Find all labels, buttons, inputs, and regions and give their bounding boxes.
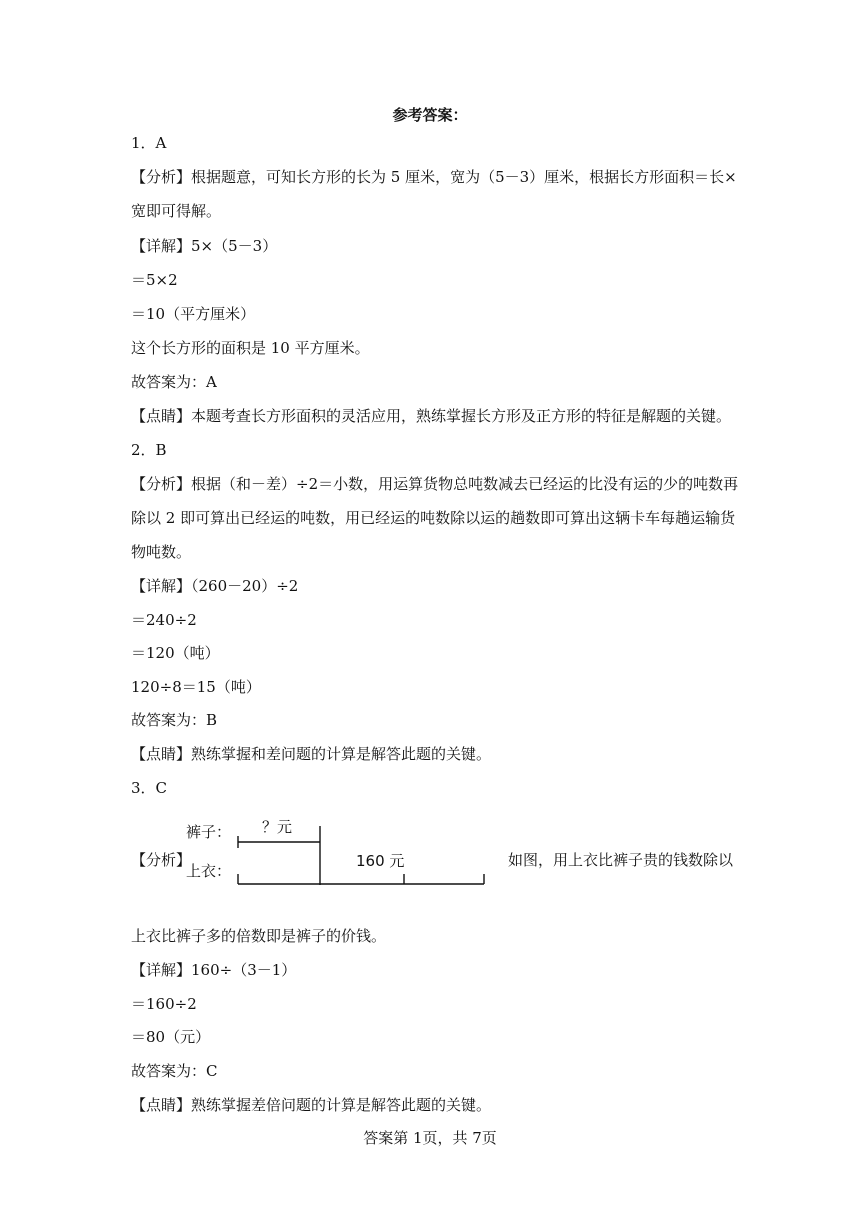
q3-analysis-label: 【分析】 — [131, 851, 192, 869]
q1-head: 1．A — [131, 134, 167, 152]
line-segment-diagram — [186, 812, 491, 890]
pants-value: ？元 — [262, 818, 293, 836]
q3-detail-line-3: ＝80（元） — [131, 1028, 211, 1046]
q3-analysis-line-2: 上衣比裤子多的倍数即是裤子的价钱。 — [131, 927, 387, 945]
q3-comment: 【点睛】熟练掌握差倍问题的计算是解答此题的关键。 — [131, 1096, 492, 1114]
q3-analysis-line-1: 如图，用上衣比裤子贵的钱数除以 — [508, 851, 734, 869]
q1-detail-line-3: ＝10（平方厘米） — [131, 305, 256, 323]
q2-analysis-line-2: 除以 2 即可算出已经运的吨数，用已经运的吨数除以运的趟数即可算出这辆卡车每趟运输货 — [131, 509, 736, 527]
pants-label: 裤子： — [186, 823, 232, 841]
q2-comment: 【点睛】熟练掌握和差问题的计算是解答此题的关键。 — [131, 745, 492, 763]
coat-value: 160 元 — [356, 852, 405, 870]
q1-analysis-line-2: 宽即可得解。 — [131, 202, 222, 220]
q2-detail-line-2: ＝240÷2 — [131, 611, 197, 629]
q1-analysis-line-1: 【分析】根据题意，可知长方形的长为 5 厘米，宽为（5－3）厘米，根据长方形面积＝长× — [131, 168, 737, 186]
q1-answer: 故答案为：A — [131, 373, 217, 391]
page-title: 参考答案： — [392, 106, 468, 124]
q3-detail-line-2: ＝160÷2 — [131, 995, 197, 1013]
page-footer: 答案第 1页，共 7页 — [363, 1129, 497, 1147]
q1-comment: 【点睛】本题考查长方形面积的灵活应用，熟练掌握长方形及正方形的特征是解题的关键。 — [131, 407, 732, 425]
q3-answer: 故答案为：C — [131, 1062, 218, 1080]
q2-analysis-line-3: 物吨数。 — [131, 543, 192, 561]
q1-detail-line-1: 【详解】5×（5－3） — [131, 237, 278, 255]
q2-detail-line-3: ＝120（吨） — [131, 644, 220, 662]
coat-label: 上衣： — [186, 862, 232, 880]
q2-detail-line-4: 120÷8＝15（吨） — [131, 678, 261, 696]
q3-head: 3．C — [131, 779, 168, 797]
q2-analysis-line-1: 【分析】根据（和－差）÷2＝小数，用运算货物总吨数减去已经运的比没有运的少的吨数再 — [131, 475, 739, 493]
q2-answer: 故答案为：B — [131, 711, 218, 729]
q2-detail-line-1: 【详解】（260－20）÷2 — [131, 577, 299, 595]
q3-detail-line-1: 【详解】160÷（3－1） — [131, 961, 297, 979]
q2-head: 2．B — [131, 441, 167, 459]
q1-detail-line-2: ＝5×2 — [131, 271, 178, 289]
q1-detail-line-4: 这个长方形的面积是 10 平方厘米。 — [131, 339, 370, 357]
